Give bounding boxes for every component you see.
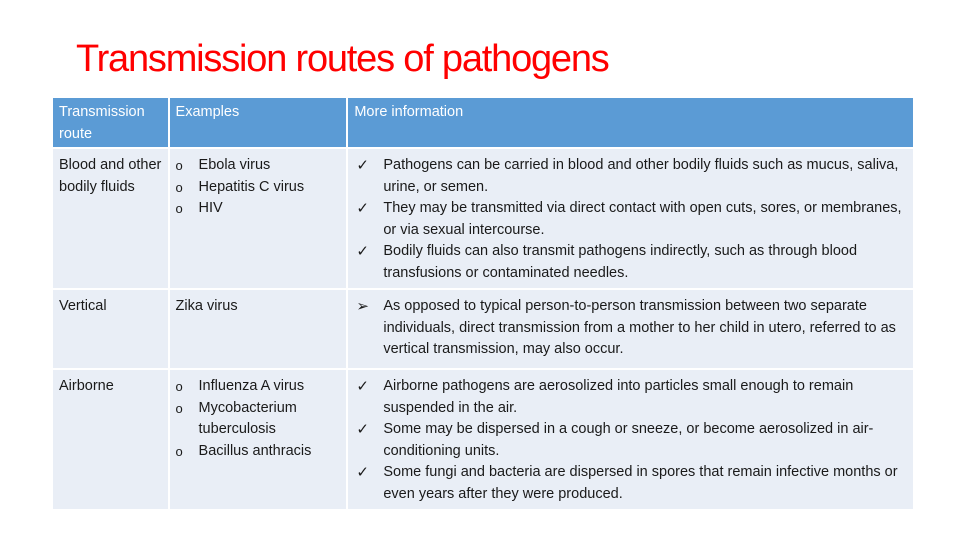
header-row — [53, 98, 913, 147]
checkmark-icon: ✓ — [356, 200, 369, 217]
list-item: ✓ Bodily fluids can also transmit pathogens indirectly, such as through blood transfusions or contaminated needles. — [356, 243, 858, 281]
route-cell: Airborne — [53, 370, 168, 509]
examples-cell: Zika virus — [170, 290, 347, 368]
examples-cell — [170, 149, 347, 288]
checkmark-icon: ✓ — [356, 157, 369, 174]
examples-cell — [170, 370, 347, 509]
route-cell: Blood and other bodily fluids — [53, 149, 168, 288]
checkmark-icon: ✓ — [356, 464, 369, 481]
info-cell — [348, 370, 913, 509]
circle-bullet-icon: o — [175, 179, 183, 195]
table-row — [53, 290, 913, 368]
header-route: Transmission route — [53, 98, 168, 147]
list-item: o Mycobacterium tuberculosis — [175, 399, 297, 437]
info-cell — [348, 290, 913, 368]
table-row — [53, 370, 913, 509]
circle-bullet-icon: o — [175, 201, 183, 216]
route-cell: Vertical — [53, 290, 168, 368]
list-item: o Hepatitis C virus — [176, 177, 341, 199]
circle-bullet-icon: o — [175, 379, 183, 394]
circle-bullet-icon: o — [175, 443, 183, 459]
circle-bullet-icon: o — [175, 158, 183, 173]
header-info: More information — [348, 98, 913, 147]
header-examples: Examples — [170, 98, 347, 147]
circle-bullet-icon: o — [175, 400, 183, 416]
list-item: ✓ Airborne pathogens are aerosolized into particles small enough to remain suspended in the air. — [356, 378, 854, 416]
checkmark-icon: ✓ — [356, 378, 369, 395]
list-item: ✓ Some may be dispersed in a cough or sneeze, or become aerosolized in air-conditioning units. — [356, 421, 874, 459]
list-item: ✓ They may be transmitted via direct contact with open cuts, sores, or membranes, or via sexual intercourse. — [356, 200, 902, 238]
list-item: o Influenza A virus — [176, 376, 341, 398]
checkmark-icon: ✓ — [356, 421, 369, 438]
checkmark-icon: ✓ — [356, 243, 369, 260]
list-item: o HIV — [176, 198, 341, 220]
list-item: ✓ Pathogens can be carried in blood and other bodily fluids such as mucus, saliva, urine, or semen. — [356, 157, 899, 195]
list-item: o Ebola virus — [176, 155, 341, 177]
list-item: o Bacillus anthracis — [176, 441, 341, 463]
arrow-bullet-icon: ➢ — [356, 298, 369, 315]
list-item: ✓ Some fungi and bacteria are dispersed in spores that remain infective months or even years after they were produced. — [356, 464, 898, 502]
info-cell — [348, 149, 913, 288]
list-item: ➢ As opposed to typical person-to-person transmission between two separate individuals, direct transmission from a mother to her child in utero, referred to as vertical transmission, may also occur. — [356, 298, 896, 357]
table-row — [53, 149, 913, 288]
slide-title: Transmission routes of pathogens — [76, 38, 609, 80]
transmission-table — [51, 96, 915, 511]
